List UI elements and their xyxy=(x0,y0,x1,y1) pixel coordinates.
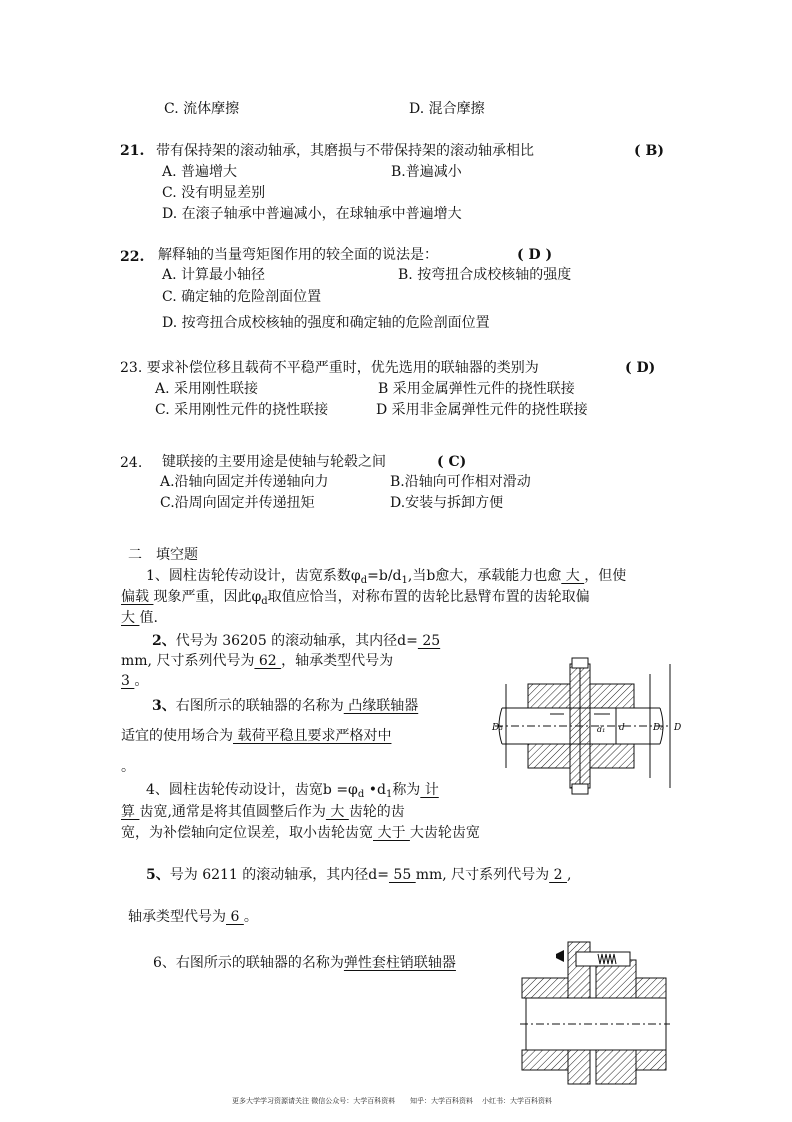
q21-option-d: D. 在滚子轴承中普遍减小，在球轴承中普遍增大 xyxy=(162,206,462,222)
fill1-line1: 1、圆柱齿轮传动设计，齿宽系数$\varphi_d=b/d_1$,当b愈大，承载能力也愈 大 ，但使 xyxy=(146,568,627,586)
footer-left: 更多大学学习资源请关注 微信公众号：大学百科资料 xyxy=(232,1097,396,1105)
right-hub-top xyxy=(590,684,634,708)
fill5-line1: 5、号为 6211 的滚动轴承，其内径d= 55 mm, 尺寸系列代号为 2 , xyxy=(146,867,572,883)
fill4-blank2: 大 xyxy=(325,804,349,820)
fill4-blank1: 计 xyxy=(420,782,439,798)
bolt-top xyxy=(572,658,588,668)
q20-option-d: D. 混合摩擦 xyxy=(409,101,485,117)
q22-option-b: B. 按弯扭合成校核轴的强度 xyxy=(398,267,572,283)
flange-coupling-figure xyxy=(490,656,690,804)
q24-option-b: B.沿轴向可作相对滑动 xyxy=(390,474,531,490)
fill2-blank1: 25 xyxy=(417,633,441,649)
fill5-blank1: 55 xyxy=(388,867,416,883)
fill5-blank3: 6 xyxy=(226,909,244,925)
q22-option-c: C. 确定轴的危险剖面位置 xyxy=(162,289,322,305)
fill4-line2: 算 齿宽,通常是将其值圆整后作为 大 齿轮的齿 xyxy=(121,804,405,820)
q23-stem: 23. 要求补偿位移且载荷不平稳严重时，优先选用的联轴器的类别为 xyxy=(120,360,539,376)
fill1-line3: 大 值. xyxy=(121,610,158,626)
q22-option-a: A. 计算最小轴径 xyxy=(162,267,266,283)
fill1-line2: 偏载 现象严重，因此$\varphi_d$取值应恰当，对称布置的齿轮比悬臂布置的齿轮取偏 xyxy=(121,589,590,607)
fill4-line1: 4、圆柱齿轮传动设计，齿宽$b =\varphi_d$ $•d_1$称为 计 xyxy=(146,782,439,800)
q24-stem: 键联接的主要用途是使轴与轮毂之间 xyxy=(162,454,386,470)
fill5-blank2: 2 xyxy=(549,867,567,883)
right-hub-bottom xyxy=(590,744,634,768)
fill4-line3: 宽，为补偿轴向定位误差，取小齿轮齿宽 大于 大齿轮齿宽 xyxy=(121,825,480,841)
q23-option-c: C. 采用刚性元件的挠性联接 xyxy=(155,402,329,418)
label-d1: d₁ xyxy=(597,725,606,734)
section-title: 二 填空题 xyxy=(128,547,198,563)
fill2-blank3: 3 xyxy=(121,673,135,689)
label-big-d: D xyxy=(674,723,682,733)
q24-answer: ( C) xyxy=(437,454,467,470)
fill4-blank1-cont: 算 xyxy=(121,804,140,820)
fill3-blank1: 凸缘联轴器 xyxy=(343,698,419,714)
q21-option-b: B.普遍减小 xyxy=(391,164,462,180)
q22-answer: ( D ) xyxy=(517,247,553,263)
fill1-blank2: 偏载 xyxy=(121,589,154,605)
q22-stem: 解释轴的当量弯矩图作用的较全面的说法是： xyxy=(158,247,438,263)
elastic-pin-coupling-figure xyxy=(520,938,670,1088)
q20-option-c: C. 流体摩擦 xyxy=(164,101,240,117)
fill3-line1: 3、右图所示的联轴器的名称为 凸缘联轴器 xyxy=(152,698,419,714)
q24-option-c: C.沿周向固定并传递扭矩 xyxy=(160,495,315,511)
q23-option-b: B 采用金属弹性元件的挠性联接 xyxy=(378,381,575,397)
q22-number: 22. xyxy=(120,249,145,265)
fill3-line3: 。 xyxy=(121,759,135,775)
fill2-line2: mm, 尺寸系列代号为 62 ，轴承类型代号为 xyxy=(121,653,394,669)
q24-number: 24. xyxy=(120,455,143,471)
fill5-line2: 轴承类型代号为 6 。 xyxy=(128,909,258,925)
q21-number: 21. xyxy=(120,143,145,159)
label-d3: D₃ xyxy=(492,723,503,733)
fill1-blank3: 大 xyxy=(121,610,140,626)
label-d: d xyxy=(619,723,625,733)
q21-stem: 带有保持架的滚动轴承，其磨损与不带保持架的滚动轴承相比 xyxy=(156,143,534,159)
fill2-blank2: 62 xyxy=(254,653,282,669)
fill4-blank3: 大于 xyxy=(373,825,410,841)
fill3-line2: 适宜的使用场合为 载荷平稳且要求严格对中 xyxy=(121,728,392,744)
fill1-blank1: 大 xyxy=(561,568,585,584)
fill2-line1: 2、代号为 36205 的滚动轴承，其内径d= 25 xyxy=(152,633,441,649)
fill6-blank1: 弹性套柱销联轴器 xyxy=(343,955,456,971)
bolt-bottom xyxy=(572,784,588,794)
left-hub-bottom xyxy=(528,744,570,768)
fill3-blank2: 载荷平稳且要求严格对中 xyxy=(233,728,392,744)
q23-option-a: A. 采用刚性联接 xyxy=(155,381,259,397)
q24-option-a: A.沿轴向固定并传递轴向力 xyxy=(160,474,329,490)
pin-nut xyxy=(556,950,564,962)
q22-option-d: D. 按弯扭合成校核轴的强度和确定轴的危险剖面位置 xyxy=(162,315,490,331)
fill6-line1: 6、右图所示的联轴器的名称为弹性套柱销联轴器 xyxy=(153,955,456,971)
fill2-line3: 3 。 xyxy=(121,673,149,689)
left-hub-top xyxy=(528,684,570,708)
footer-middle: 知乎：大学百科资料 xyxy=(410,1097,473,1105)
q24-option-d: D.安装与拆卸方便 xyxy=(390,495,504,511)
q23-answer: ( D) xyxy=(625,360,656,376)
label-d0: D₀ xyxy=(653,723,664,733)
q23-option-d: D 采用非金属弹性元件的挠性联接 xyxy=(376,402,588,418)
footer-right: 小红书：大学百科资料 xyxy=(482,1097,552,1105)
q21-option-a: A. 普遍增大 xyxy=(162,164,238,180)
q21-option-c: C. 没有明显差别 xyxy=(162,185,266,201)
q21-answer: ( B) xyxy=(634,143,664,159)
